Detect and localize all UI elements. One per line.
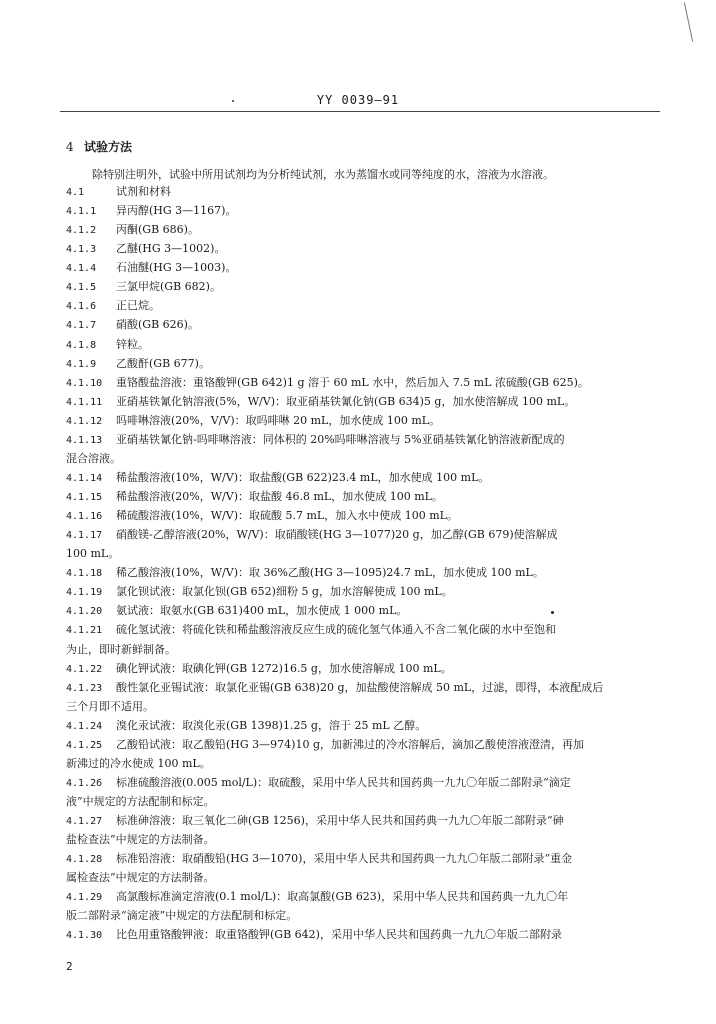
list-item [66, 220, 638, 239]
item-text: 溴化汞试液：取溴化汞(GB 1398)1.25 g，溶于 25 mL 乙醇。 [116, 718, 427, 732]
list-item [66, 392, 638, 411]
item-number: 4.1.7 [66, 320, 97, 332]
item-continuation: 盐检查法”中规定的方法制备。 [66, 833, 215, 847]
item-text: 重铬酸盐溶液：重铬酸钾(GB 642)1 g 溶于 60 mL 水中，然后加入 7.5 mL 浓硫酸(GB 625)。 [116, 375, 589, 389]
item-number: 4.1.27 [66, 816, 103, 828]
item-text: 高氯酸标准滴定溶液(0.1 mol/L)：取高氯酸(GB 623)，采用中华人民共和国药典一九九〇年 [116, 890, 569, 904]
list-item [66, 258, 638, 277]
item-text: 锌粒。 [116, 337, 149, 351]
list-item [66, 335, 638, 354]
section-heading [66, 138, 132, 155]
list-item [66, 354, 638, 373]
list-item [66, 525, 638, 544]
item-number: 4.1.1 [66, 206, 97, 218]
item-continuation: 为止，即时新鲜制备。 [66, 642, 176, 656]
item-text: 稀硫酸溶液(10%，W/V)：取硫酸 5.7 mL，加入水中使成 100 mL。 [116, 509, 458, 523]
list-item [66, 620, 638, 639]
item-text: 乙酸酐(GB 677)。 [116, 356, 210, 370]
item-text: 丙酮(GB 686)。 [116, 223, 199, 237]
list-item [66, 487, 638, 506]
item-number: 4.1.17 [66, 530, 103, 542]
item-text: 硝酸(GB 626)。 [116, 318, 199, 332]
item-text: 氨试液：取氨水(GB 631)400 mL，加水使成 1 000 mL。 [116, 604, 408, 618]
item-text: 三氯甲烷(GB 682)。 [116, 280, 221, 294]
item-text: 吗啡啉溶液(20%，V/V)：取吗啡啉 20 mL，加水使成 100 mL。 [116, 413, 441, 427]
item-number: 4.1.26 [66, 777, 103, 789]
item-number: 4.1.24 [66, 720, 103, 732]
list-item [66, 811, 638, 830]
item-continuation: 版二部附录“滴定液”中规定的方法配制和标定。 [66, 909, 298, 923]
item-text: 石油醚(HG 3—1003)。 [116, 261, 237, 275]
item-text: 氯化钡试液：取氯化钡(GB 652)细粉 5 g，加水溶解使成 100 mL。 [116, 585, 453, 599]
item-number: 4.1.2 [66, 225, 97, 237]
item-text: 亚硝基铁氰化钠-吗啡啉溶液：同体积的 20%吗啡啉溶液与 5%亚硝基铁氰化钠溶液新配成的 [116, 432, 565, 446]
list-item [66, 735, 638, 754]
item-number: 4.1.3 [66, 244, 97, 256]
list-item [66, 468, 638, 487]
item-number: 4.1.29 [66, 892, 103, 904]
item-number: 4.1.18 [66, 568, 103, 580]
item-number: 4.1.4 [66, 263, 97, 275]
item-text: 乙醚(HG 3—1002)。 [116, 242, 226, 256]
item-continuation: 新沸过的冷水使成 100 mL。 [66, 756, 211, 770]
list-item [66, 849, 638, 868]
item-number: 4.1.6 [66, 301, 97, 313]
item-number: 4.1.9 [66, 358, 97, 370]
item-number: 4.1.25 [66, 739, 103, 751]
list-item [66, 430, 638, 449]
item-continuation: 液”中规定的方法配制和标定。 [66, 795, 215, 808]
list-item [66, 411, 638, 430]
list-item [66, 506, 638, 525]
item-text: 硫化氢试液：将硫化铁和稀盐酸溶液反应生成的硫化氢气体通入不含二氧化碳的水中至饱和 [116, 623, 556, 637]
item-text: 标准砷溶液：取三氧化二砷(GB 1256)，采用中华人民共和国药典一九九〇年版二部附录“砷 [116, 814, 564, 828]
intro-paragraph: 除特别注明外，试验中所用试剂均为分析纯试剂，水为蒸馏水或同等纯度的水，溶液为水溶液。 [92, 168, 554, 181]
list-item [66, 582, 638, 601]
item-number: 4.1.23 [66, 682, 103, 694]
item-text: 酸性氯化亚锡试液：取氯化亚锡(GB 638)20 g，加盐酸使溶解成 50 mL，过滤，即得，本液配成后 [116, 680, 604, 694]
item-text: 碘化钾试液：取碘化钾(GB 1272)16.5 g，加水使溶解成 100 mL。 [116, 661, 452, 675]
item-number: 4.1.16 [66, 511, 103, 523]
item-continuation: 三个月即不适用。 [66, 699, 154, 713]
list-item [66, 563, 638, 582]
list-item [66, 296, 638, 315]
item-number: 4.1 [66, 187, 85, 198]
list-item [66, 315, 638, 334]
item-number: 4.1.14 [66, 472, 103, 484]
item-continuation: 属检查法”中规定的方法制备。 [66, 871, 215, 885]
section-number: 4 [66, 140, 74, 154]
item-text: 试剂和材料 [116, 185, 171, 198]
page-number: 2 [66, 960, 73, 973]
item-list [66, 182, 638, 945]
list-item [66, 373, 638, 392]
list-item [66, 716, 638, 735]
page-header: YY 0039—91 [316, 93, 400, 107]
item-number: 4.1.5 [66, 282, 97, 294]
list-item [66, 925, 638, 944]
item-continuation: 100 mL。 [66, 547, 120, 561]
item-text: 异丙醇(HG 3—1167)。 [116, 204, 237, 218]
item-number: 4.1.8 [66, 339, 97, 351]
item-text: 正已烷。 [116, 299, 160, 313]
list-item [66, 678, 638, 697]
list-item [66, 773, 638, 792]
list-item [66, 201, 638, 220]
item-number: 4.1.28 [66, 854, 103, 866]
pen-mark [684, 2, 693, 41]
list-item [66, 182, 638, 201]
item-text: 稀盐酸溶液(20%，W/V)：取盐酸 46.8 mL，加水使成 100 mL。 [116, 490, 443, 503]
list-item [66, 277, 638, 296]
item-number: 4.1.12 [66, 415, 103, 427]
item-number: 4.1.30 [66, 930, 103, 942]
item-text: 乙酸铅试液：取乙酸铅(HG 3—974)10 g，加新沸过的冷水溶解后，滴加乙酸使溶液澄清，再加 [116, 737, 584, 751]
list-item [66, 887, 638, 906]
item-continuation: 混合溶液。 [66, 451, 121, 465]
item-number: 4.1.11 [66, 396, 103, 408]
item-text: 标准铅溶液：取硝酸铅(HG 3—1070)，采用中华人民共和国药典一九九〇年版二部附录“重金 [116, 852, 573, 866]
item-text: 比色用重铬酸钾液：取重铬酸钾(GB 642)，采用中华人民共和国药典一九九〇年版二部附录 [116, 928, 562, 942]
item-number: 4.1.20 [66, 606, 103, 618]
item-number: 4.1.13 [66, 434, 103, 446]
item-number: 4.1.21 [66, 625, 103, 637]
item-number: 4.1.15 [66, 492, 103, 503]
list-item [66, 239, 638, 258]
item-text: 标准硫酸溶液(0.005 mol/L)：取硫酸，采用中华人民共和国药典一九九〇年版二部附录“滴定 [116, 775, 571, 789]
item-number: 4.1.22 [66, 663, 103, 675]
section-title: 试验方法 [84, 140, 133, 154]
item-text: 亚硝基铁氰化钠溶液(5%，W/V)：取亚硝基铁氰化钠(GB 634)5 g，加水使溶解成 100 mL。 [116, 394, 576, 408]
header-rule [60, 111, 660, 112]
list-item [66, 659, 638, 678]
item-text: 硝酸镁-乙醇溶液(20%，W/V)：取硝酸镁(HG 3—1077)20 g，加乙醇(GB 679)使溶解成 [116, 528, 558, 542]
item-text: 稀盐酸溶液(10%，W/V)：取盐酸(GB 622)23.4 mL，加水使成 100 mL。 [116, 470, 490, 484]
list-item [66, 601, 638, 620]
item-number: 4.1.10 [66, 377, 103, 389]
item-number: 4.1.19 [66, 587, 103, 599]
item-text: 稀乙酸溶液(10%，W/V)：取 36%乙酸(HG 3—1095)24.7 mL，加水使成 100 mL。 [116, 566, 544, 580]
